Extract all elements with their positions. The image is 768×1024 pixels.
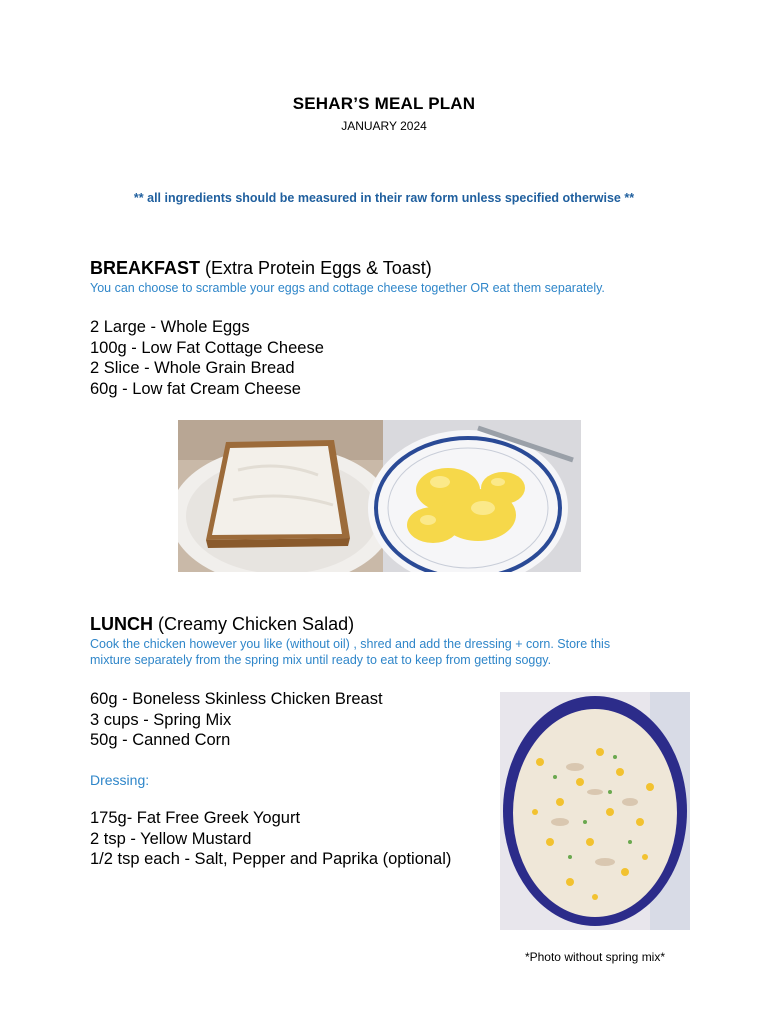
- cream-cheese-spread: [212, 446, 342, 535]
- lunch-ingredient-list: [90, 689, 383, 751]
- list-item: 2 Slice - Whole Grain Bread: [90, 359, 295, 378]
- list-item: 100g - Low Fat Cottage Cheese: [90, 338, 324, 357]
- photo-caption: *Photo without spring mix*: [524, 950, 666, 964]
- list-item: 60g - Low fat Cream Cheese: [90, 380, 301, 399]
- list-item: 2 Large - Whole Eggs: [90, 318, 250, 336]
- dressing-label: Dressing:: [90, 772, 150, 788]
- breakfast-heading: [90, 258, 432, 279]
- breakfast-label: BREAKFAST: [90, 258, 201, 278]
- lunch-photo: [500, 692, 690, 930]
- lunch-heading: [90, 614, 354, 635]
- lunch-label: LUNCH: [90, 614, 153, 634]
- measurement-note: ** all ingredients should be measured in their raw form unless specified otherwise **: [133, 191, 635, 205]
- list-item: 50g - Canned Corn: [90, 731, 231, 750]
- lunch-dish-name: (Creamy Chicken Salad): [158, 614, 355, 634]
- dressing-ingredient-list: [90, 808, 451, 870]
- list-item: 2 tsp - Yellow Mustard: [90, 829, 252, 848]
- page-title: SEHAR’S MEAL PLAN: [292, 94, 476, 113]
- lunch-description: [90, 636, 610, 668]
- breakfast-description: You can choose to scramble your eggs and cottage cheese together OR eat them separately.: [90, 281, 605, 295]
- breakfast-photo: [178, 420, 581, 572]
- page-subtitle: JANUARY 2024: [341, 119, 427, 133]
- list-item: 60g - Boneless Skinless Chicken Breast: [90, 690, 383, 708]
- list-item: 1/2 tsp each - Salt, Pepper and Paprika (optional): [90, 850, 452, 869]
- lunch-description-line-1: Cook the chicken however you like (without oil) , shred and add the dressing + corn. Store this: [90, 637, 611, 651]
- lunch-description-line-2: mixture separately from the spring mix until ready to eat to keep from getting soggy.: [90, 653, 552, 667]
- list-item: 3 cups - Spring Mix: [90, 710, 232, 729]
- breakfast-dish-name: (Extra Protein Eggs & Toast): [205, 258, 432, 278]
- list-item: 175g- Fat Free Greek Yogurt: [90, 809, 301, 827]
- breakfast-ingredient-list: [90, 317, 324, 400]
